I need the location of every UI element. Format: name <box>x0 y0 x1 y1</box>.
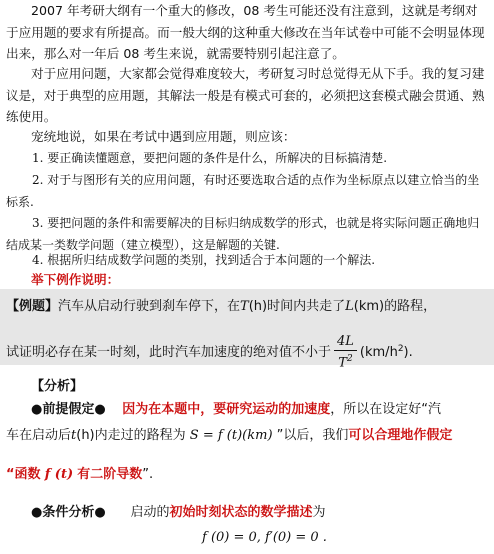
condition-line: ●条件分析● 启动的初始时刻状态的数学描述为 <box>31 505 326 520</box>
initial-condition-formula: f (0) = 0, f′(0) = 0 . <box>202 530 327 545</box>
intro-paragraph-3: 宠统地说，如果在考试中遇到应用题，则应该： <box>31 129 296 144</box>
premise-line-1: ●前提假定● 因为在本题中，要研究运动的加速度，所以在设定好“汽 <box>31 402 441 417</box>
example-heading: 举下例作说明： <box>31 272 120 287</box>
step-1: 1. 要正确读懂题意，要把问题的条件是什么，所解决的目标搞清楚. <box>32 151 388 165</box>
step-3: 3. 要把问题的条件和需要解决的目标归纳成数学的形式，也就是将实际问题正确地归结成某一类数学问题（建立模型），这是解题的关键. <box>6 216 480 252</box>
example-line-1: 【例题】汽车从启动行驶到刹车停下，在T(h)时间内共走了L(km)的路程， <box>6 299 437 314</box>
example-tag: 【例题】 <box>6 299 59 314</box>
intro-paragraph-1: 2007 年考研大纲有一个重大的修改，08 考生可能还没有注意到，这就是考纲对于应用题的要求有所提高。而一般大纲的这种重大修改在当年试卷中可能不会明显体现出来，那么对一年后 08 考生来说，就需要特别引起注意了。 <box>6 3 485 61</box>
condition-label: ●条件分析● <box>31 505 106 520</box>
step-2: 2. 对于与图形有关的应用问题，有时还要选取合适的点作为坐标原点以建立恰当的坐标系. <box>6 173 480 209</box>
distance-formula: S = f (t)(km) <box>189 428 273 443</box>
example-box <box>0 289 494 371</box>
intro-paragraph-2: 对于应用问题，大家都会觉得难度较大，考研复习时总觉得无从下手。我的复习建议是，对于典型的应用题，其解法一般是有模式可套的，必须把这套模式融会贯通、熟练使用。 <box>6 66 485 124</box>
analysis-heading: 【分析】 <box>31 379 84 394</box>
premise-line-3: “函数 f (t) 有二阶导数”. <box>6 467 154 482</box>
acceleration-fraction: $\frac{4L}{T^2}$ <box>334 334 357 371</box>
premise-line-2: 车在启动后t(h)内走过的路程为 S = f (t)(km) ”以后，我们可以合理地作假定 <box>6 428 453 443</box>
step-4: 4. 根据所归结成数学问题的类别，找到适合于本问题的一个解法. <box>32 253 376 267</box>
premise-label: ●前提假定● <box>31 402 106 417</box>
example-line-2: 试证明必存在某一时刻，此时汽车加速度的绝对值不小于 $\frac{4L}{T^2}$ $(km/h^2)$. <box>6 334 413 371</box>
